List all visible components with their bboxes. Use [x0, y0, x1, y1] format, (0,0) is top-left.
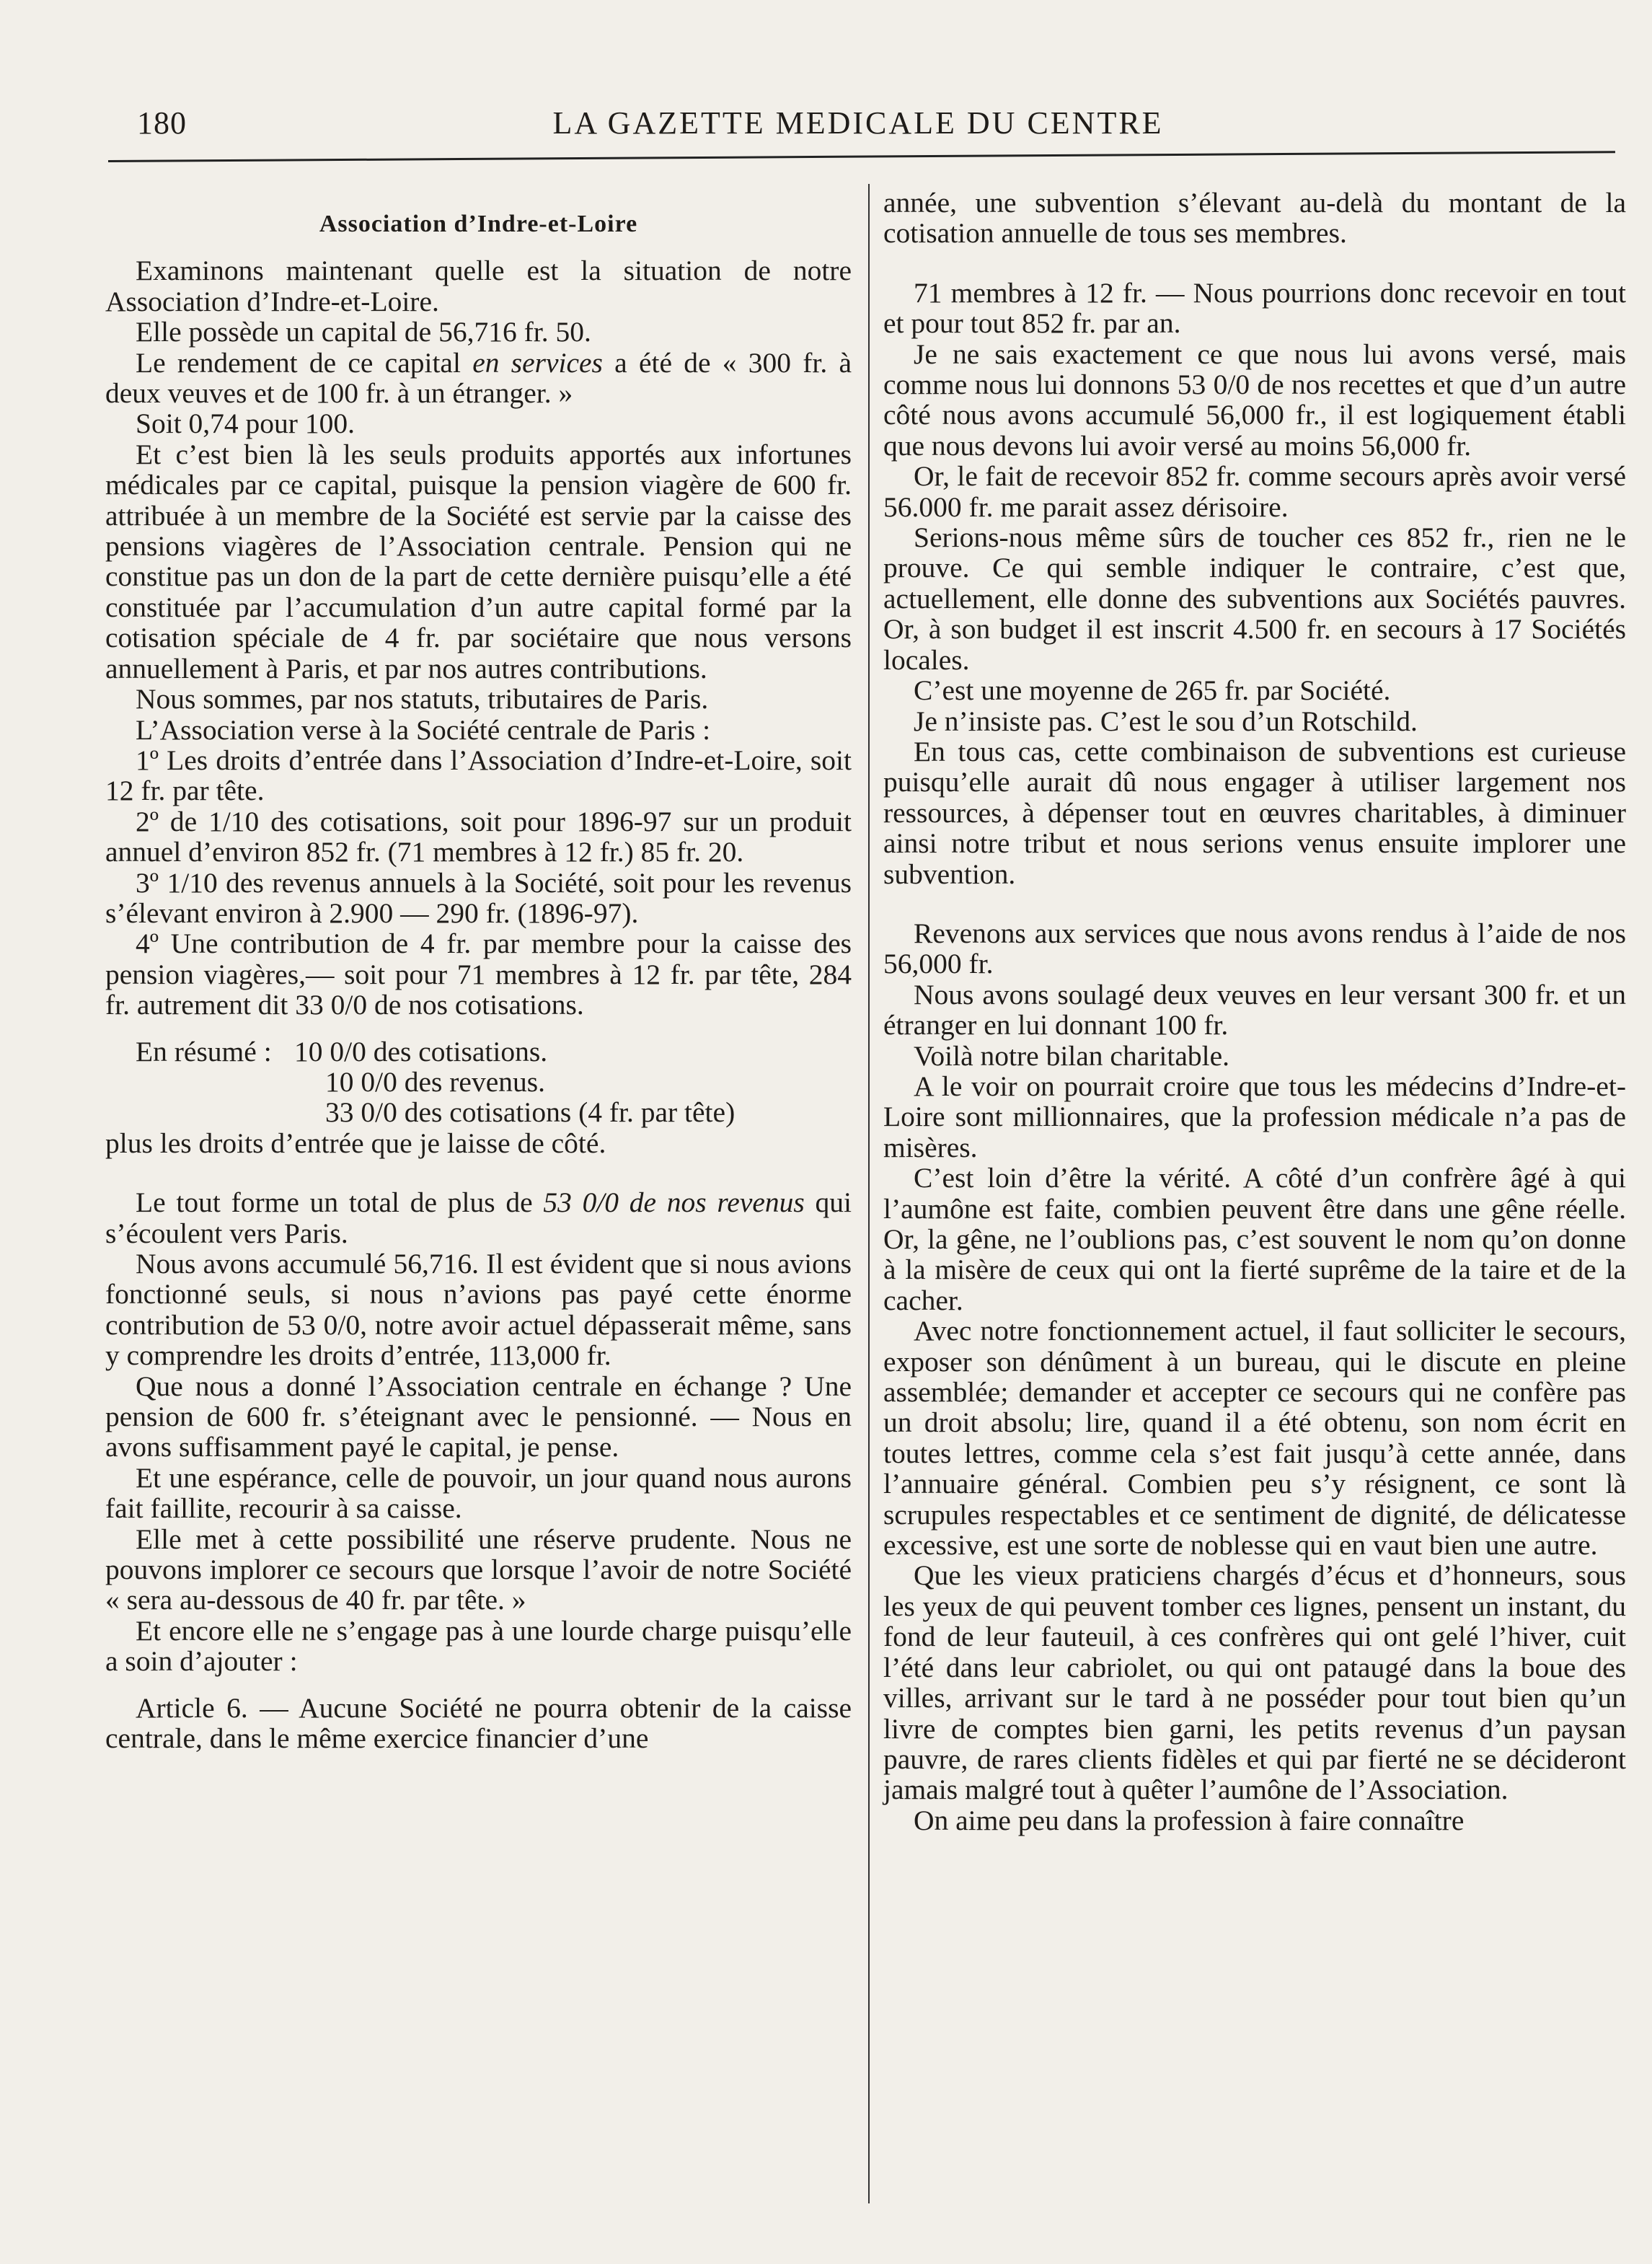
paragraph: C’est loin d’être la vérité. A côté d’un confrère âgé à qui l’aumône est faite, combien peuvent être dans une gêne réelle. Or, la gêne, ne l’oublions pas, c’est souvent le nom qu’on donne à la misère de ceux qui ont la fierté suprême de la taire et de la cacher. — [883, 1162, 1626, 1316]
paragraph: Examinons maintenant quelle est la situation de notre Association d’Indre-et-Loire. — [105, 255, 852, 317]
paragraph-total: Le tout forme un total de plus de 53 0/0 de nos revenus qui s’écoulent vers Paris. — [105, 1186, 852, 1249]
paragraph: Et une espérance, celle de pouvoir, un jour quand nous aurons fait faillite, recourir à sa caisse. — [105, 1461, 852, 1525]
paragraph-rendement: Le rendement de ce capital en services a été de « 300 fr. à deux veuves et de 100 fr. à un étranger. » — [105, 346, 852, 410]
paragraph: Avec notre fonctionnement actuel, il faut solliciter le secours, exposer son dénûment à un bureau, qui le discute en pleine assemblée; demander et accepter ce secours qui ne confère pas un droit absolu; lire, quand il a été obtenu, son nom écrit en toutes lettres, comme cela s’est fait jusqu’à cette année, dans l’annuaire général. Combien peu s’y résignent, ce sont là scrupules respectables et ce sentiment de dignité, de délicatesse excessive, est une sorte de noblesse qui en vaut bien une autre. — [883, 1315, 1626, 1562]
article-quote: Article 6. — Aucune Société ne pourra obtenir de la caisse centrale, dans le même exercice financier d’une — [105, 1691, 852, 1755]
paragraph: Nous sommes, par nos statuts, tributaires de Paris. — [136, 683, 709, 715]
paragraph: Et c’est bien là les seuls produits apportés aux infortunes médicales par ce capital, puisque la pension viagère de 600 fr. attribuée à un membre de la Société est servie par la caisse des pensions viagères de l’Association centrale. Pension qui ne constitue pas un don de la part de cette dernière puisqu’elle a été constituée par l’accumulation d’un autre capital formé par la cotisation spéciale de 4 fr. par sociétaire que nous versons annuellement à Paris, et par nos autres contributions. — [105, 438, 852, 684]
paragraph: Or, le fait de recevoir 852 fr. comme secours après avoir versé 56.000 fr. me parait assez dérisoire. — [883, 460, 1626, 523]
summary-line: plus les droits d’entrée que je laisse de côté. — [105, 1127, 606, 1159]
summary-label: En résumé : — [136, 1035, 272, 1067]
paragraph: Nous avons soulagé deux veuves en leur versant 300 fr. et un étranger en lui donnant 100 fr. — [883, 978, 1626, 1041]
paragraph: Je n’insiste pas. C’est le sou d’un Rotschild. — [914, 705, 1418, 737]
continuation-paragraph: année, une subvention s’élevant au-delà du montant de la cotisation annuelle de tous ses membres. — [883, 187, 1626, 250]
paragraph: Voilà notre bilan charitable. — [914, 1039, 1230, 1072]
paragraph: 4º Une contribution de 4 fr. par membre pour la caisse des pension viagères,— soit pour 71 membres à 12 fr. par tête, 284 fr. autrement dit 33 0/0 de nos cotisations. — [105, 928, 852, 1021]
paragraph: Serions-nous même sûrs de toucher ces 852 fr., rien ne le prouve. Ce qui semble indiquer le contraire, c’est que, actuellement, elle donne des subventions aux Sociétés pauvres. Or, à son budget il est inscrit 4.500 fr. en secours à 17 Sociétés locales. — [883, 521, 1626, 676]
paragraph: Et encore elle ne s’engage pas à une lourde charge puisqu’elle a soin d’ajouter : — [105, 1614, 852, 1678]
paragraph: L’Association verse à la Société centrale de Paris : — [136, 713, 711, 746]
summary-line: 10 0/0 des revenus. — [325, 1065, 545, 1098]
summary-line: 33 0/0 des cotisations (4 fr. par tête) — [325, 1096, 736, 1129]
paragraph: Soit 0,74 pour 100. — [136, 408, 355, 440]
paragraph: Que nous a donné l’Association centrale en échange ? Une pension de 600 fr. s’éteignant avec le pensionné. — Nous en avons suffisamment payé le capital, je pense. — [105, 1370, 852, 1463]
left-column — [105, 188, 852, 1754]
header-rule — [108, 151, 1615, 162]
paragraph: En tous cas, cette combinaison de subventions est curieuse puisqu’elle aurait dû nous engager à utiliser largement nos ressources, à dépenser tout en œuvres charitables, à diminuer ainsi notre tribut et nous serions venus ensuite implorer une subvention. — [883, 735, 1626, 890]
paragraph: 2º de 1/10 des cotisations, soit pour 1896-97 sur un produit annuel d’environ 852 fr. (71 membres à 12 fr.) 85 fr. 20. — [105, 805, 852, 868]
paragraph: Elle possède un capital de 56,716 fr. 50. — [136, 316, 591, 348]
summary-line: 10 0/0 des cotisations. — [294, 1035, 548, 1067]
paragraph: 3º 1/10 des revenus annuels à la Société, soit pour les revenus s’élevant environ à 2.900 — 290 fr. (1896-97). — [105, 866, 852, 929]
paragraph: Nous avons accumulé 56,716. Il est évident que si nous avions fonctionné seuls, si nous n’avions pas payé cette énorme contribution de 53 0/0, notre avoir actuel dépasserait même, sans y comprendre les droits d’entrée, 113,000 fr. — [105, 1248, 852, 1372]
page-number: 180 — [137, 105, 187, 141]
journal-title: LA GAZETTE MEDICALE DU CENTRE — [552, 105, 1164, 141]
paragraph: C’est une moyenne de 265 fr. par Société. — [914, 674, 1391, 707]
paragraph: 1º Les droits d’entrée dans l’Association d’Indre-et-Loire, soit 12 fr. par tête. — [105, 744, 852, 807]
paragraph: Elle met à cette possibilité une réserve prudente. Nous ne pouvons implorer ce secours que lorsque l’avoir de notre Société « sera au-dessous de 40 fr. par tête. » — [105, 1523, 852, 1616]
paragraph: Je ne sais exactement ce que nous lui avons versé, mais comme nous lui donnons 53 0/0 de nos recettes et que d’un autre côté nous avons accumulé 56,000 fr., il est logiquement établi que nous devons lui avoir versé au moins 56,000 fr. — [883, 338, 1626, 462]
right-column — [883, 188, 1626, 1836]
section-heading: Association d’Indre-et-Loire — [319, 211, 638, 237]
summary-block — [105, 1036, 852, 1159]
paragraph: 71 membres à 12 fr. — Nous pourrions donc recevoir en tout et pour tout 852 fr. par an. — [883, 276, 1626, 340]
paragraph: Que les vieux praticiens chargés d’écus et d’honneurs, sous les yeux de qui peuvent tomber ces lignes, pensent un instant, du fond de leur fauteuil, à ces confrères qui ont gelé l’hiver, cuit l’été dans leur cabriolet, ou qui ont pataugé dans la boue des villes, arrivant sur le tard à ne posséder pour tout bien qu’un livre de comptes bien garni, les petits revenus d’un paysan pauvre, de rares clients fidèles et qui par fierté ne se décideront jamais malgré tout à quêter l’aumône de l’Association. — [883, 1559, 1626, 1806]
paragraph: A le voir on pourrait croire que tous les médecins d’Indre-et-Loire sont millionnaires, que la profession médicale n’a pas de misères. — [883, 1070, 1626, 1163]
paragraph: Revenons aux services que nous avons rendus à l’aide de nos 56,000 fr. — [883, 917, 1626, 980]
column-divider — [868, 184, 870, 2203]
running-head — [108, 105, 1608, 148]
paragraph: On aime peu dans la profession à faire connaître — [914, 1804, 1465, 1836]
